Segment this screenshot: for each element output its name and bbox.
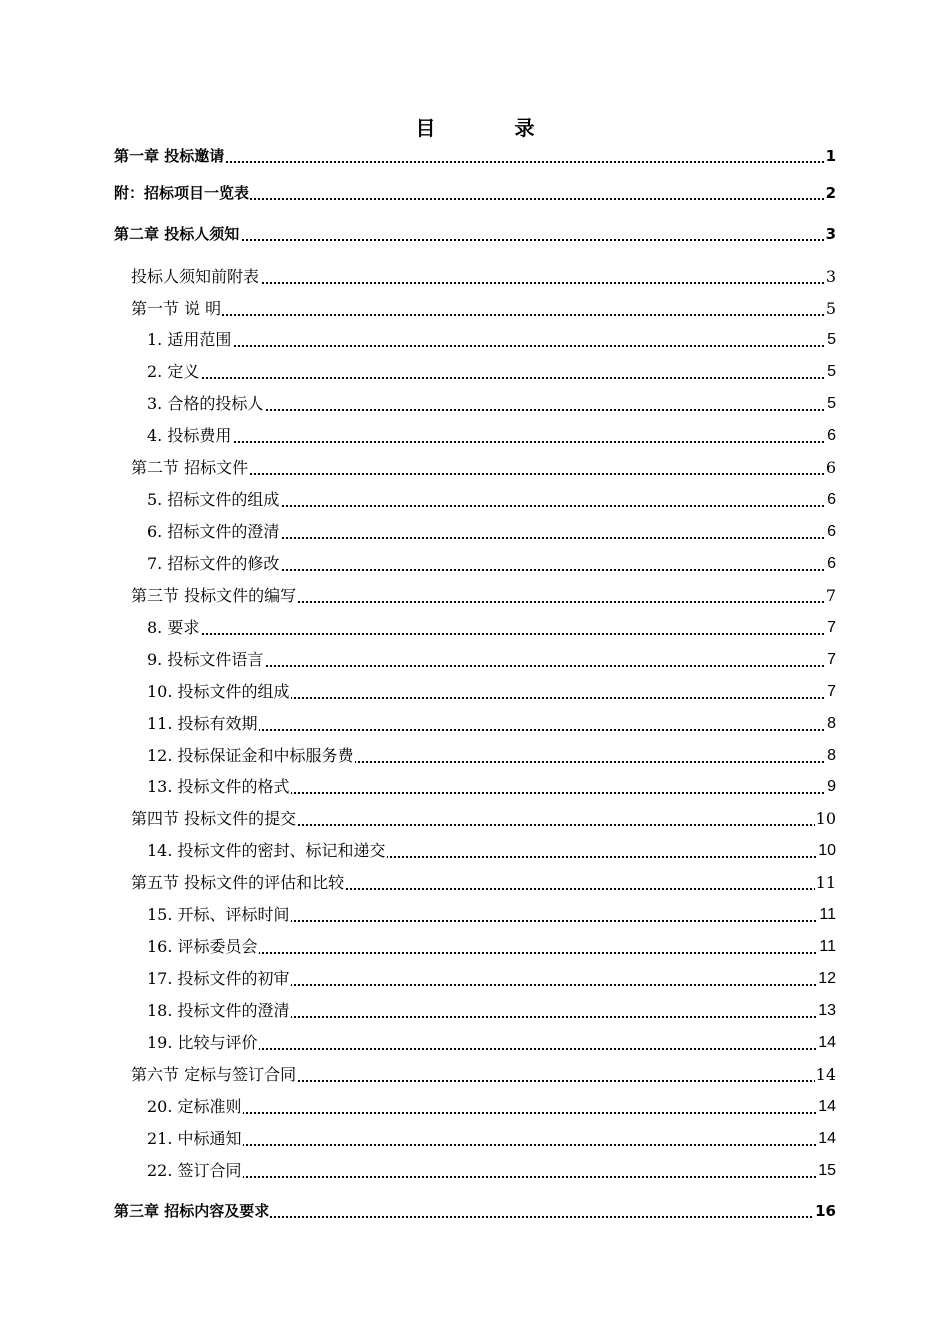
toc-entry-label: 21. 中标通知 xyxy=(147,1127,243,1151)
toc-leader-dots xyxy=(147,424,836,443)
toc-entry-page-number: 6 xyxy=(826,552,836,576)
toc-entry-page-number: 14 xyxy=(817,1095,836,1119)
toc-entry-label: 第三节 投标文件的编写 xyxy=(131,584,297,608)
toc-entry[interactable] xyxy=(0,1127,950,1151)
toc-entry-label: 16. 评标委员会 xyxy=(147,935,259,959)
toc-entry-label: 18. 投标文件的澄清 xyxy=(147,999,291,1023)
toc-entry-label: 第二节 招标文件 xyxy=(131,456,249,480)
toc-entry-label: 6. 招标文件的澄清 xyxy=(147,520,280,544)
toc-entry[interactable] xyxy=(0,488,950,512)
toc-entry-label: 第四节 投标文件的提交 xyxy=(131,807,297,831)
toc-entry-label: 附：招标项目一览表 xyxy=(114,181,250,205)
toc-leader-dots xyxy=(131,297,836,316)
toc-entry-page-number: 12 xyxy=(817,967,836,991)
toc-entry-page-number: 13 xyxy=(817,999,836,1023)
toc-entry-page-number: 7 xyxy=(826,616,836,640)
toc-entry-label: 17. 投标文件的初审 xyxy=(147,967,291,991)
toc-entry[interactable] xyxy=(0,712,950,736)
toc-entry[interactable] xyxy=(0,222,950,246)
toc-entry-label: 1. 适用范围 xyxy=(147,328,232,352)
toc-entry-page-number: 16 xyxy=(814,1199,836,1223)
toc-entry[interactable] xyxy=(0,648,950,672)
toc-entry-label: 4. 投标费用 xyxy=(147,424,232,448)
toc-entry-label: 13. 投标文件的格式 xyxy=(147,775,291,799)
toc-entry[interactable] xyxy=(0,456,950,480)
toc-entry-label: 20. 定标准则 xyxy=(147,1095,243,1119)
toc-entry[interactable] xyxy=(0,265,950,289)
toc-entry[interactable] xyxy=(0,903,950,927)
toc-entry-label: 12. 投标保证金和中标服务费 xyxy=(147,744,355,768)
toc-entry-page-number: 6 xyxy=(826,424,836,448)
toc-entry-label: 5. 招标文件的组成 xyxy=(147,488,280,512)
toc-entry[interactable] xyxy=(0,967,950,991)
toc-title: 目 录 xyxy=(415,116,571,140)
toc-entry[interactable] xyxy=(0,1031,950,1055)
toc-entry-label: 第三章 招标内容及要求 xyxy=(114,1199,270,1223)
toc-entry-page-number: 7 xyxy=(825,584,836,608)
toc-entry[interactable] xyxy=(0,616,950,640)
toc-entry-label: 第二章 投标人须知 xyxy=(114,222,240,246)
toc-entry[interactable] xyxy=(0,871,950,895)
toc-entry[interactable] xyxy=(0,520,950,544)
toc-entry[interactable] xyxy=(0,935,950,959)
toc-leader-dots xyxy=(147,328,836,347)
toc-entry-label: 第六节 定标与签订合同 xyxy=(131,1063,297,1087)
toc-entry-page-number: 5 xyxy=(825,297,836,321)
toc-entry[interactable] xyxy=(0,1095,950,1119)
toc-entry-label: 7. 招标文件的修改 xyxy=(147,552,280,576)
toc-entry[interactable] xyxy=(0,360,950,384)
toc-entry-page-number: 3 xyxy=(825,265,836,289)
toc-entry[interactable] xyxy=(0,1063,950,1087)
toc-entry[interactable] xyxy=(0,584,950,608)
toc-entry-page-number: 14 xyxy=(817,1031,836,1055)
toc-entry[interactable] xyxy=(0,807,950,831)
toc-entry-label: 11. 投标有效期 xyxy=(147,712,259,736)
toc-entry-page-number: 6 xyxy=(826,488,836,512)
toc-entry-page-number: 2 xyxy=(825,181,836,205)
toc-entry-page-number: 1 xyxy=(825,144,836,168)
toc-entry[interactable] xyxy=(0,552,950,576)
toc-entry-label: 3. 合格的投标人 xyxy=(147,392,264,416)
toc-entry[interactable] xyxy=(0,328,950,352)
toc-leader-dots xyxy=(147,1127,836,1146)
toc-entry[interactable] xyxy=(0,999,950,1023)
toc-entry-page-number: 8 xyxy=(826,712,836,736)
toc-entry-label: 9. 投标文件语言 xyxy=(147,648,264,672)
toc-entry-page-number: 14 xyxy=(815,1063,836,1087)
toc-leader-dots xyxy=(147,616,836,635)
toc-entry-page-number: 8 xyxy=(826,744,836,768)
toc-entry-page-number: 5 xyxy=(826,360,836,384)
toc-entry-label: 第一章 投标邀请 xyxy=(114,144,225,168)
toc-entry-page-number: 11 xyxy=(815,871,836,895)
toc-entry[interactable] xyxy=(0,775,950,799)
toc-entry[interactable] xyxy=(0,392,950,416)
toc-entry-page-number: 7 xyxy=(826,680,836,704)
toc-entry-label: 14. 投标文件的密封、标记和递交 xyxy=(147,839,387,863)
toc-entry-page-number: 6 xyxy=(826,520,836,544)
toc-entry-label: 15. 开标、评标时间 xyxy=(147,903,291,927)
toc-entry-label: 22. 签订合同 xyxy=(147,1159,243,1183)
toc-entry-page-number: 10 xyxy=(817,839,836,863)
toc-entry-label: 投标人须知前附表 xyxy=(131,265,260,289)
toc-entry-page-number: 11 xyxy=(818,903,836,927)
toc-entry[interactable] xyxy=(0,1159,950,1183)
toc-entry-page-number: 10 xyxy=(815,807,836,831)
toc-entry[interactable] xyxy=(0,181,950,205)
toc-leader-dots xyxy=(147,1159,836,1178)
toc-entry[interactable] xyxy=(0,424,950,448)
toc-entry-label: 19. 比较与评价 xyxy=(147,1031,259,1055)
toc-entry-page-number: 3 xyxy=(825,222,836,246)
toc-leader-dots xyxy=(147,1095,836,1114)
toc-entry-label: 10. 投标文件的组成 xyxy=(147,680,291,704)
toc-entry-page-number: 9 xyxy=(826,775,836,799)
toc-entry-label: 8. 要求 xyxy=(147,616,200,640)
toc-entry[interactable] xyxy=(0,1199,950,1223)
toc-leader-dots xyxy=(147,360,836,379)
toc-entry[interactable] xyxy=(0,839,950,863)
toc-entry-label: 2. 定义 xyxy=(147,360,200,384)
toc-entry[interactable] xyxy=(0,744,950,768)
toc-entry-page-number: 5 xyxy=(826,328,836,352)
toc-entry-label: 第一节 说 明 xyxy=(131,297,222,321)
toc-entry-page-number: 6 xyxy=(825,456,836,480)
toc-entry-page-number: 11 xyxy=(818,935,836,959)
toc-entry-page-number: 5 xyxy=(826,392,836,416)
toc-entry[interactable] xyxy=(0,144,950,168)
toc-entry-label: 第五节 投标文件的评估和比较 xyxy=(131,871,345,895)
toc-entry-page-number: 14 xyxy=(817,1127,836,1151)
toc-entry-page-number: 15 xyxy=(817,1159,836,1183)
toc-entry[interactable] xyxy=(0,680,950,704)
toc-entry-page-number: 7 xyxy=(826,648,836,672)
toc-entry[interactable] xyxy=(0,297,950,321)
